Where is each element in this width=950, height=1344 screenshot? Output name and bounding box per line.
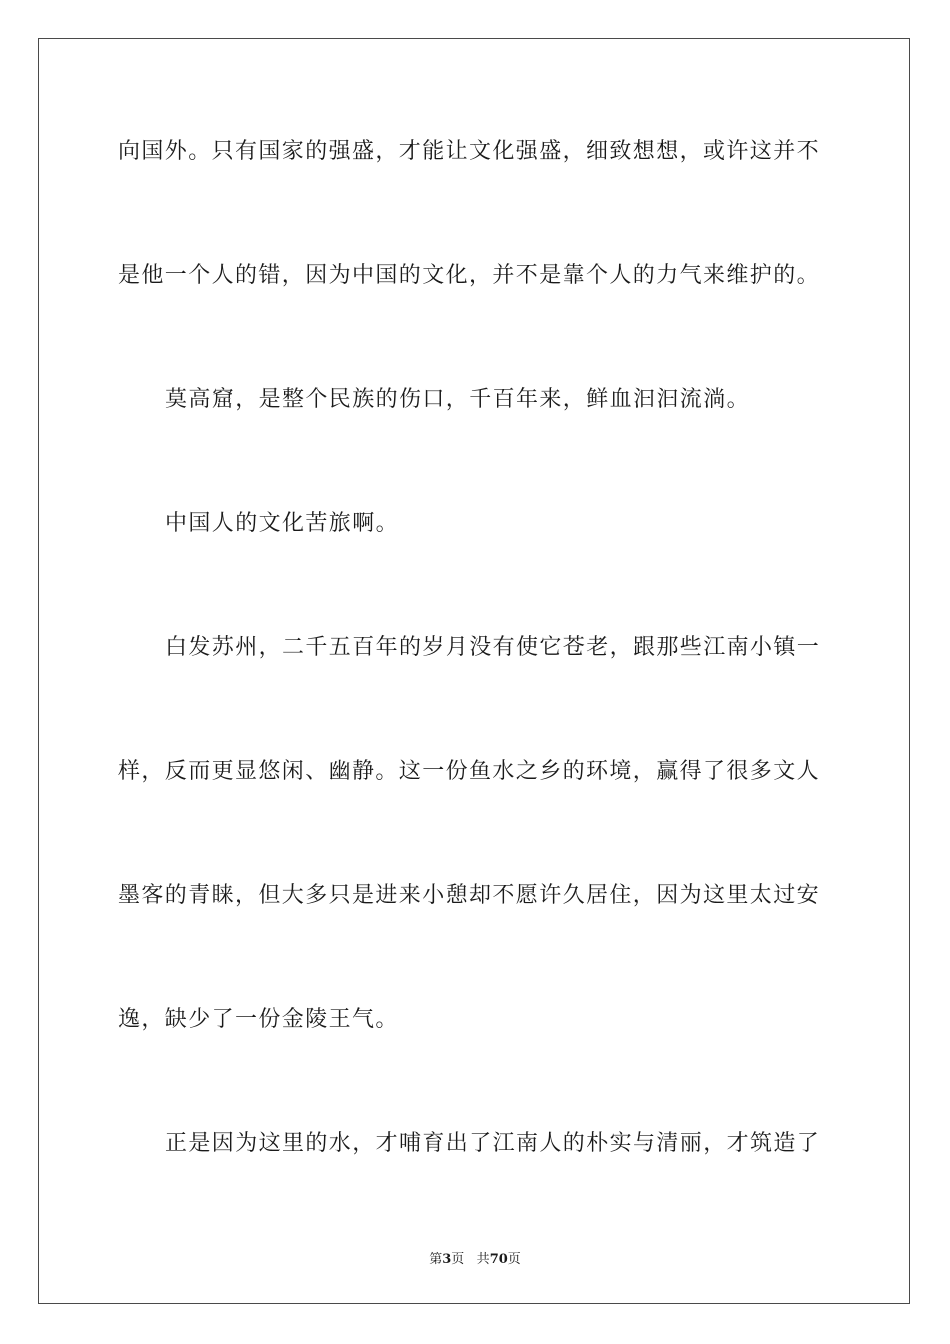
paragraph-suzhou-line-3: 墨客的青睐，但大多只是进来小憩却不愿许久居住，因为这里太过安 [118, 883, 821, 908]
footer-page-suffix: 页 [451, 1252, 465, 1267]
paragraph-cultural-journey: 中国人的文化苦旅啊。 [165, 511, 400, 536]
footer-total-suffix: 页 [507, 1252, 521, 1267]
paragraph-suzhou-line-4: 逸，缺少了一份金陵王气。 [118, 1007, 399, 1032]
footer-total-prefix: 共 [476, 1252, 490, 1267]
page-footer [0, 1248, 950, 1267]
footer-total-pages: 70 [489, 1252, 508, 1267]
paragraph-suzhou-line-2: 样，反而更显悠闲、幽静。这一份鱼水之乡的环境，赢得了很多文人 [118, 759, 821, 784]
paragraph-mogao: 莫高窟，是整个民族的伤口，千百年来，鲜血汩汩流淌。 [165, 387, 751, 412]
text-line-1: 向国外。只有国家的强盛，才能让文化强盛，细致想想，或许这并不 [118, 139, 821, 164]
paragraph-suzhou-line-1: 白发苏州，二千五百年的岁月没有使它苍老，跟那些江南小镇一 [165, 635, 821, 660]
footer-page-number: 3 [442, 1252, 452, 1267]
page-border [38, 38, 910, 1304]
text-line-2: 是他一个人的错，因为中国的文化，并不是靠个人的力气来维护的。 [118, 263, 821, 288]
paragraph-water-line-1: 正是因为这里的水，才哺育出了江南人的朴实与清丽，才筑造了 [165, 1131, 821, 1156]
footer-page-prefix: 第 [429, 1252, 443, 1267]
